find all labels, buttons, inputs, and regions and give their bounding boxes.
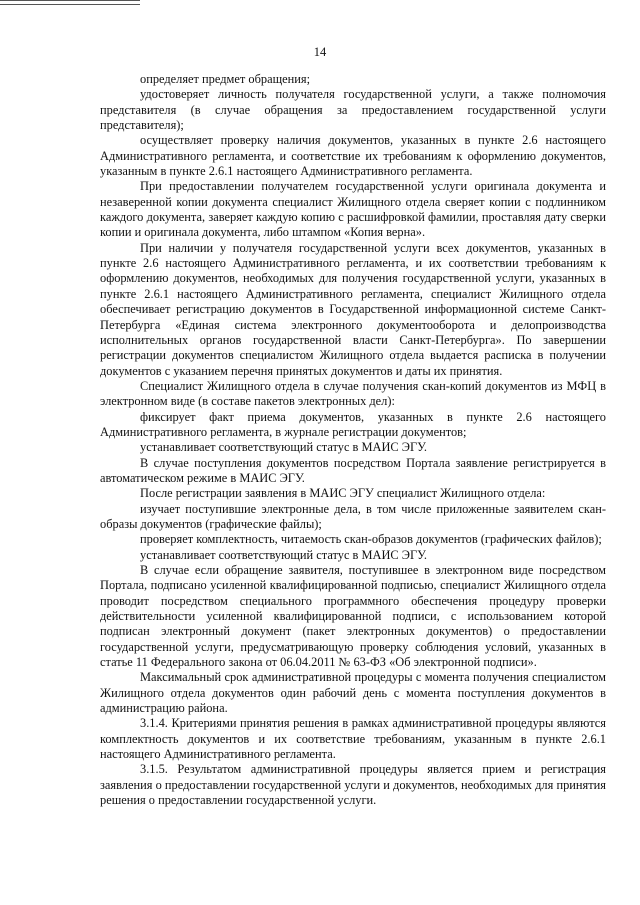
document-body [100,72,606,809]
paragraph-17: 3.1.5. Результатом административной процедуры является прием и регистрация заявления о предоставлении государственной услуги и документов, необходимых для принятия решения о предоставлении государственной услуги. [100,762,606,808]
paragraph-3: осуществляет проверку наличия документов, указанных в пункте 2.6 настоящего Административного регламента, и соответствие их требованиям к оформлению документов, указанным в пункте 2.6.1 настоящего Административного регламента. [100,133,606,179]
page-number: 14 [313,45,327,59]
paragraph-5: При наличии у получателя государственной услуги всех документов, указанных в пункте 2.6 настоящего Административного регламента, и их соответствии требованиям к оформлению документов, необходимых для получения государственной услуги, указанных в пункте 2.6.1 настоящего Административного регламента, специалист Жилищного отдела обеспечивает регистрацию документов в Государственной информационной системе Санкт-Петербурга «Единая система электронного документооборота и делопроизводства исполнительных органов государственной власти Санкт-Петербурга». По завершении регистрации документов специалистом Жилищного отдела выдается расписка в получении документов с указанием перечня принятых документов и даты их принятия. [100,240,606,378]
scan-corner-line [0,0,140,5]
paragraph-1: определяет предмет обращения; [140,72,311,86]
paragraph-2: удостоверяет личность получателя государственной услуги, а также полномочия представителя (в случае обращения за предоставлением государственной услуги представителя); [100,87,606,133]
paragraph-9: В случае поступления документов посредством Портала заявление регистрируется в автоматическом режиме в МАИС ЭГУ. [100,455,606,485]
paragraph-4: При предоставлении получателем государственной услуги оригинала документа и незаверенной копии документа специалист Жилищного отдела сверяет копии с подлинником каждого документа, заверяет каждую копию с расшифровкой фамилии, проставляя дату сверки копии и оригинала документа, либо штампом «Копия верна». [100,179,606,240]
paragraph-12: проверяет комплектность, читаемость скан-образов документов (графических файлов); [140,532,602,547]
paragraph-7: фиксирует факт приема документов, указанных в пункте 2.6 настоящего Административного регламента, в журнале регистрации документов; [100,409,606,439]
paragraph-8: устанавливает соответствующий статус в МАИС ЭГУ. [140,440,427,455]
paragraph-16: 3.1.4. Критериями принятия решения в рамках административной процедуры являются комплектность документов и их соответствие требованиям, указанным в пункте 2.6.1 настоящего Административного регламента. [100,716,606,762]
paragraph-11: изучает поступившие электронные дела, в том числе приложенные заявителем скан-образы документов (графические файлы); [100,501,606,531]
paragraph-14: В случае если обращение заявителя, поступившее в электронном виде посредством Портала, подписано усиленной квалифицированной подписью, специалист Жилищного отдела проводит посредством специального программного обеспечения процедуру проверки действительности усиленной квалифицированной подписи, с использованием которой подписан электронный документ (пакет электронных документов) о предоставлении государственной услуги, предусматривающую проверку соблюдения условий, указанных в статье 11 Федерального закона от 06.04.2011 № 63-ФЗ «Об электронной подписи». [100,563,606,670]
paragraph-15: Максимальный срок административной процедуры с момента получения специалистом Жилищного отдела документов один рабочий день с момента поступления документов в администрацию района. [100,670,606,716]
paragraph-10: После регистрации заявления в МАИС ЭГУ специалист Жилищного отдела: [140,486,546,501]
paragraph-6: Специалист Жилищного отдела в случае получения скан-копий документов из МФЦ в электронном виде (в составе пакетов электронных дел): [100,378,606,409]
paragraph-13: устанавливает соответствующий статус в МАИС ЭГУ. [140,547,427,562]
